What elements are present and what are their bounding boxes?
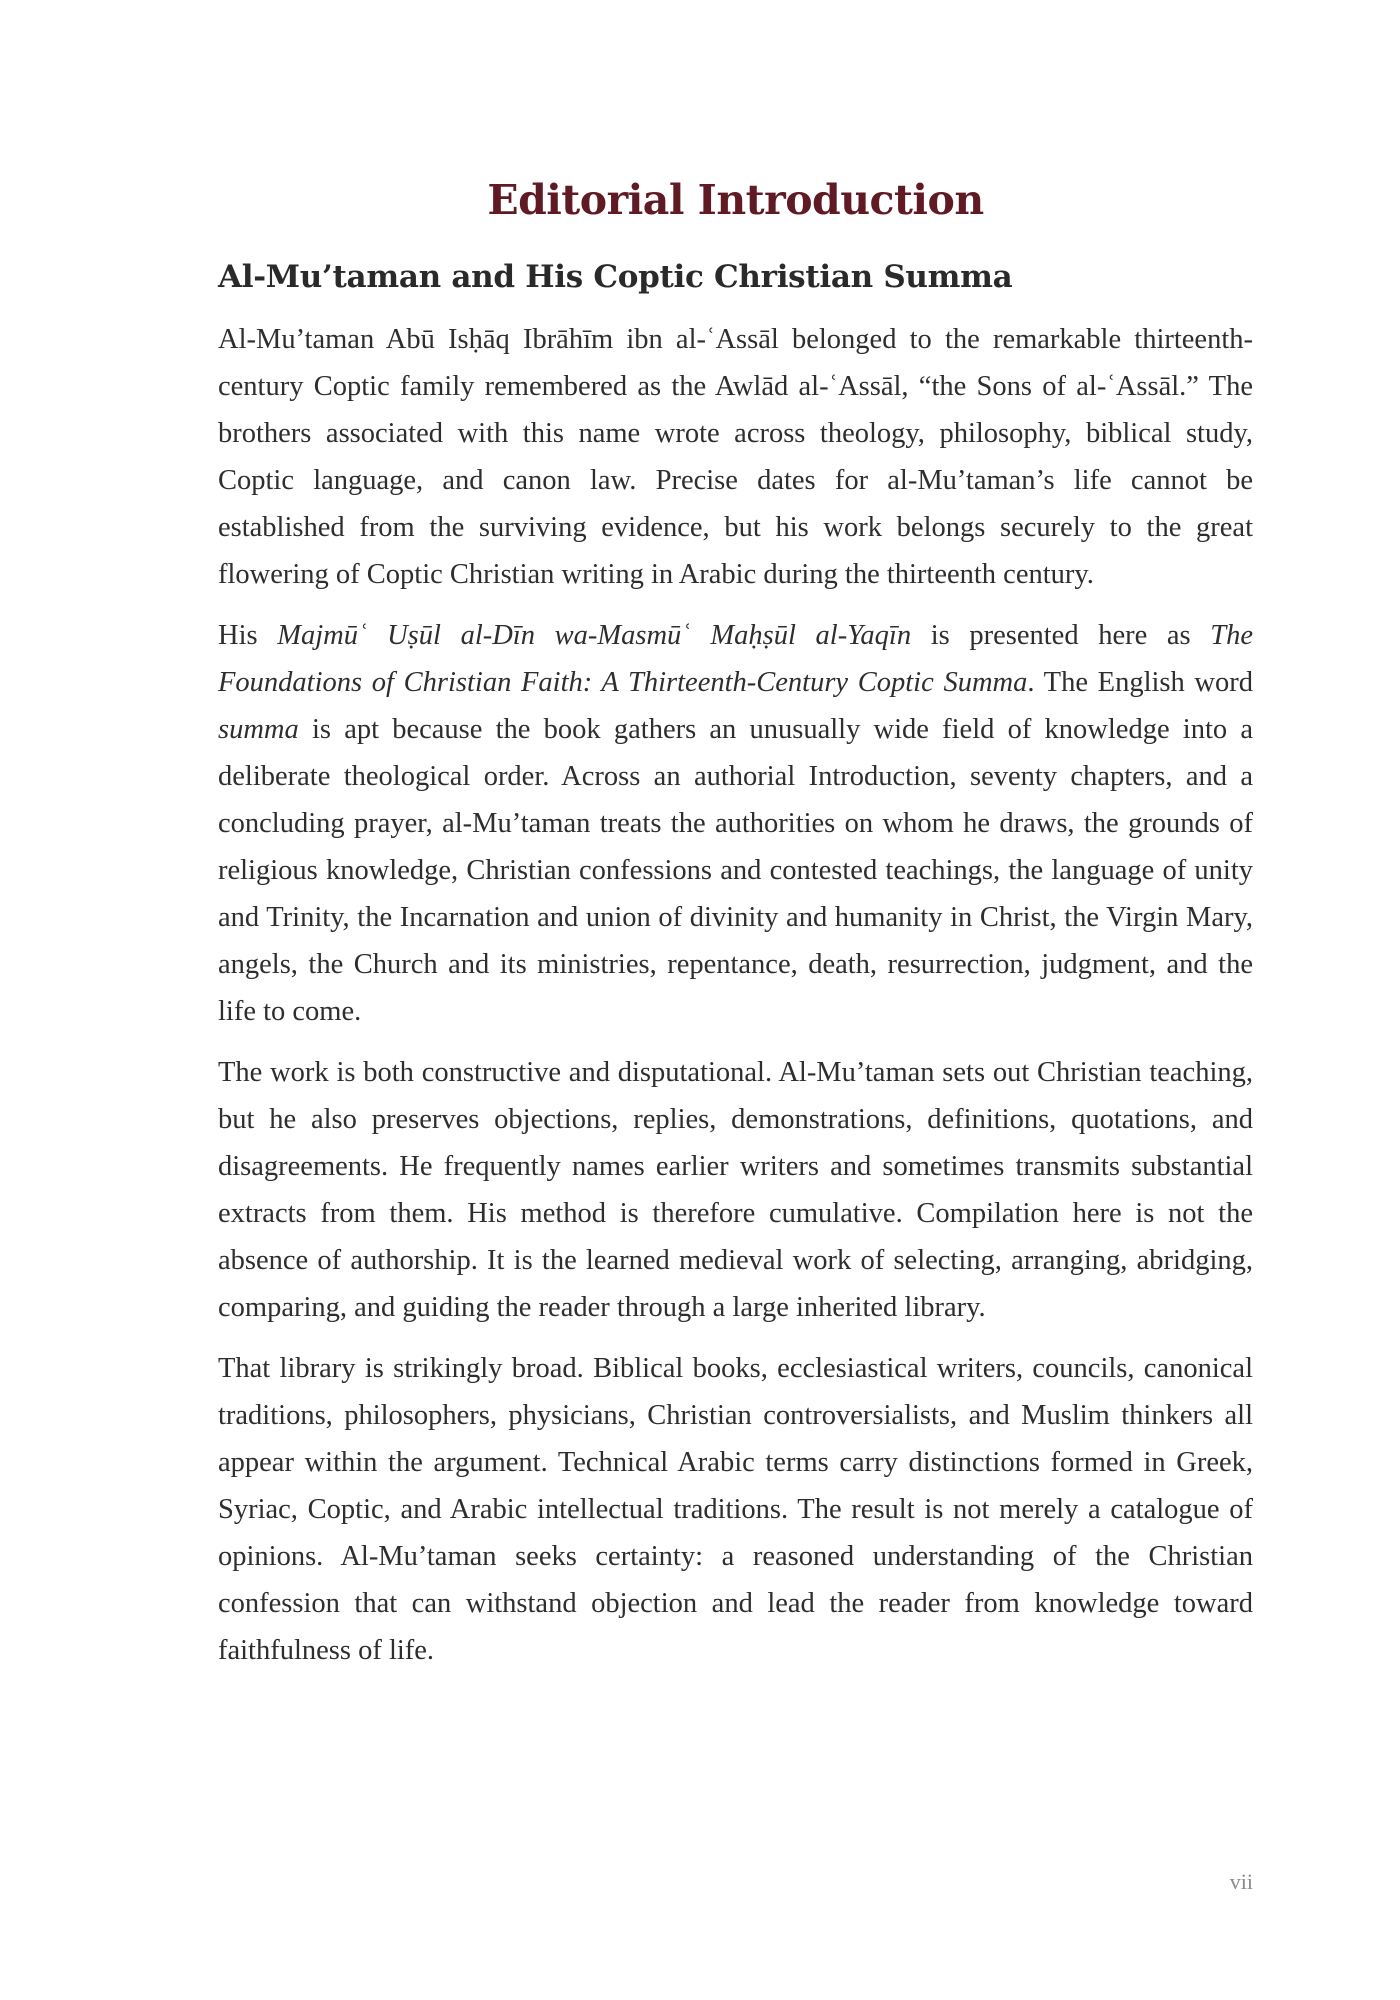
paragraph-2-text-1: His	[218, 620, 278, 651]
paragraph-1: Al-Mu’taman Abū Isḥāq Ibrāhīm ibn al-ʿAssāl belonged to the remarkable thirteenth-century Coptic family remembered as the Awlād al-ʿAssāl, “the Sons of al-ʿAssāl.” The brothers associated with this name wrote across theology, philosophy, biblical study, Coptic language, and canon law. Precise dates for al-Mu’taman’s life cannot be established from the surviving evidence, but his work belongs securely to the great flowering of Coptic Christian writing in Arabic during the thirteenth century.	[218, 324, 1253, 590]
paragraph-2-text-4: is apt because the book gathers an unusually wide field of knowledge into a deliberate theological order. Across an authorial Introduction, seventy chapters, and a concluding prayer, al-Mu’taman treats the authorities on whom he draws, the grounds of religious knowledge, Christian confessions and contested teachings, the language of unity and Trinity, the Incarnation and union of divinity and humanity in Christ, the Virgin Mary, angels, the Church and its ministries, repentance, death, resurrection, judgment, and the life to come.	[218, 714, 1253, 1027]
paragraph-2-text-3: . The English word	[1027, 667, 1254, 698]
summa-term-italic: summa	[218, 714, 299, 745]
page-title: Editorial Introduction	[487, 176, 984, 224]
english-title-italic: The Foundations of Christian Faith: A Thirteenth-Century Coptic Summa	[218, 620, 1253, 698]
arabic-title-italic: Majmūʿ Uṣūl al-Dīn wa-Masmūʿ Maḥṣūl al-Yaqīn	[277, 620, 912, 651]
paragraph-2	[218, 612, 1253, 1035]
section-heading: Al-Mu’taman and His Coptic Christian Summa	[218, 259, 1013, 295]
page-number: vii	[1229, 1869, 1253, 1894]
paragraph-4: That library is strikingly broad. Biblical books, ecclesiastical writers, councils, canonical traditions, philosophers, physicians, Christian controversialists, and Muslim thinkers all appear within the argument. Technical Arabic terms carry distinctions formed in Greek, Syriac, Coptic, and Arabic intellectual traditions. The result is not merely a catalogue of opinions. Al-Mu’taman seeks certainty: a reasoned understanding of the Christian confession that can withstand objection and lead the reader from knowledge toward faithfulness of life.	[218, 1353, 1253, 1666]
page-content	[218, 170, 1253, 1688]
paragraph-3: The work is both constructive and disputational. Al-Mu’taman sets out Christian teaching, but he also preserves objections, replies, demonstrations, definitions, quotations, and disagreements. He frequently names earlier writers and sometimes transmits substantial extracts from them. His method is therefore cumulative. Compilation here is not the absence of authorship. It is the learned medieval work of selecting, arranging, abridging, comparing, and guiding the reader through a large inherited library.	[218, 1057, 1253, 1323]
paragraph-2-text-2: is presented here as	[911, 620, 1211, 651]
